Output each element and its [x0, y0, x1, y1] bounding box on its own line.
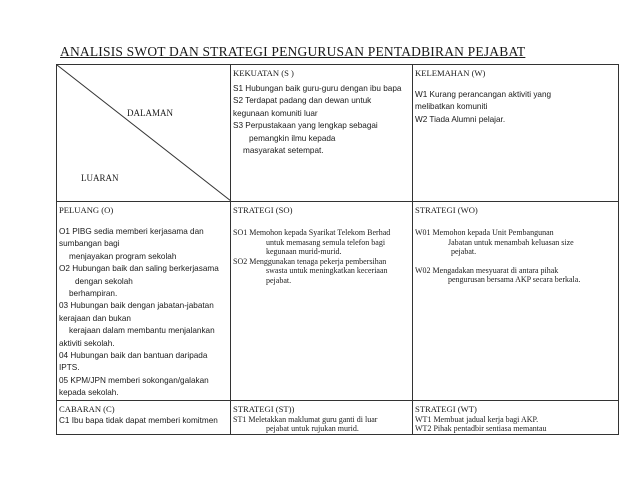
strategi-st-header: STRATEGI (ST)) — [233, 403, 295, 414]
strategi-so-list — [231, 228, 412, 286]
kelemahan-list — [413, 89, 618, 126]
cabaran-header: CABARAN (C) — [59, 403, 115, 414]
list-item: ST1 Meletakkan maklumat guru ganti di luar — [233, 414, 378, 424]
peluang-list — [57, 226, 230, 400]
list-item: W1 Kurang perancangan aktiviti yang — [415, 90, 552, 99]
strategi-wo-header: STRATEGI (WO) — [415, 205, 478, 215]
list-item: Jabatan untuk menambah keluasan size — [448, 237, 574, 247]
list-item: pengurusan bersama AKP secara berkala. — [448, 275, 581, 285]
list-item: 05 KPM/JPN memberi sokongan/galakan — [59, 375, 209, 385]
list-item: SO1 Memohon kepada Syarikat Telekom Berhad — [233, 228, 391, 237]
strategi-wt-header: STRATEGI (WT) — [415, 403, 477, 414]
list-item: C1 Ibu bapa tidak dapat memberi komitmen — [59, 415, 218, 425]
swot-table — [56, 64, 619, 435]
list-item: sumbangan bagi — [59, 239, 120, 249]
strategi-st-list — [231, 415, 412, 434]
list-item: O1 PIBG sedia memberi kerjasama dan — [59, 227, 204, 236]
cabaran-list — [57, 415, 230, 427]
list-item: kepada sekolah. — [59, 388, 119, 398]
strategi-wt-cell — [413, 400, 619, 434]
list-item: melibatkan komuniti — [415, 102, 488, 112]
list-item: W2 Tiada Alumni pelajar. — [415, 114, 506, 124]
list-item: WT2 Pihak pentadbir sentiasa memantau — [415, 424, 547, 434]
list-item: dengan sekolah — [75, 276, 133, 286]
list-item: kegunaan murid-murid. — [266, 247, 342, 257]
corner-label-dalaman: DALAMAN — [127, 108, 173, 118]
list-item: 03 Hubungan baik dengan jabatan-jabatan — [59, 301, 214, 311]
list-item: swasta untuk meningkatkan keceriaan — [266, 266, 388, 276]
list-item: untuk memasang semula telefon bagi — [266, 237, 386, 247]
table-row — [57, 65, 619, 202]
list-item: S1 Hubungan baik guru-guru dengan ibu bapa — [233, 84, 402, 93]
list-item: aktiviti sekolah. — [59, 338, 115, 348]
strategi-st-cell — [231, 400, 413, 434]
list-item: IPTS. — [59, 363, 80, 373]
list-item: O2 Hubungan baik dan saling berkerjasama — [59, 264, 219, 274]
strategi-so-header: STRATEGI (SO) — [233, 205, 293, 215]
corner-label-luaran: LUARAN — [81, 173, 119, 183]
list-item: W02 Mengadakan mesyuarat di antara pihak — [415, 265, 559, 275]
list-item: menjayakan program sekolah — [69, 251, 177, 261]
peluang-cell — [57, 202, 231, 401]
kekuatan-cell — [231, 65, 413, 202]
kelemahan-header: KELEMAHAN (W) — [415, 68, 486, 78]
strategi-wo-list — [413, 228, 618, 285]
list-item: S2 Terdapat padang dan dewan untuk — [233, 96, 372, 106]
list-item: kerajaan dalam membantu menjalankan — [69, 326, 215, 336]
list-item: W01 Memohon kepada Unit Pembangunan — [415, 228, 554, 237]
corner-cell — [57, 65, 231, 202]
list-item: WT1 Membuat jadual kerja bagi AKP. — [415, 414, 539, 424]
list-item: pejabat. — [451, 247, 477, 257]
cabaran-cell — [57, 400, 231, 434]
list-item: SO2 Menggunakan tenaga pekerja pembersihan — [233, 256, 387, 266]
strategi-so-cell — [231, 202, 413, 401]
strategi-wo-cell — [413, 202, 619, 401]
list-item: 04 Hubungan baik dan bantuan daripada — [59, 351, 208, 361]
strategi-wt-list — [413, 415, 618, 434]
document-title: ANALISIS SWOT DAN STRATEGI PENGURUSAN PENTADBIRAN PEJABAT — [60, 44, 526, 59]
kekuatan-list — [231, 83, 412, 157]
table-row — [57, 400, 619, 434]
list-item: masyarakat setempat. — [243, 146, 324, 156]
list-item: berhampiran. — [69, 289, 118, 299]
list-item: pemangkin ilmu kepada — [249, 133, 336, 143]
list-item: S3 Perpustakaan yang lengkap sebagai — [233, 121, 378, 131]
list-item: pejabat. — [266, 275, 292, 285]
kekuatan-header: KEKUATAN (S ) — [233, 68, 294, 78]
list-item: pejabat untuk rujukan murid. — [266, 424, 359, 434]
list-item: kerajaan dan bukan — [59, 313, 131, 323]
peluang-header: PELUANG (O) — [59, 205, 114, 215]
list-item: kegunaan komuniti luar — [233, 108, 318, 118]
kelemahan-cell — [413, 65, 619, 202]
table-row — [57, 202, 619, 401]
